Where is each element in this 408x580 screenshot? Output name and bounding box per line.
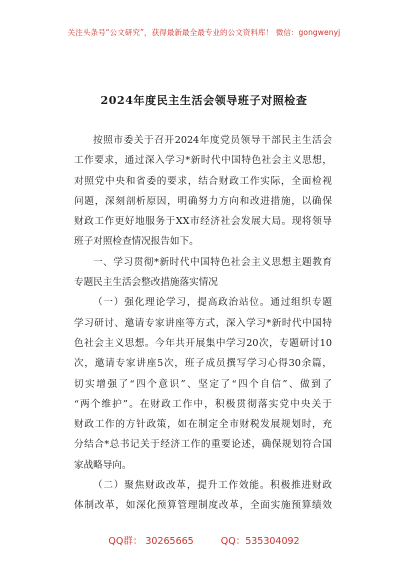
body-line: 体制改革，如深化预算管理制度改革，全面实施预算绩效 <box>74 500 332 512</box>
body-line: （一）强化理论学习，提高政治站位。通过组织专题 <box>93 297 332 309</box>
body-line: 学习研讨、邀请专家讲座等方式，深入学习*新时代中国特 <box>74 317 332 329</box>
body-line: 切实增强了“四个意识”、坚定了“四个自信”、做到了 <box>74 378 332 390</box>
body-line: 次，邀请专家讲座5次，班子成员撰写学习心得30余篇， <box>74 358 332 370</box>
document-title: 2024年度民主生活会领导班子对照检查 <box>100 94 308 107</box>
body-line: 分结合*总书记关于经济工作的重要论述，确保规划符合国 <box>74 439 332 451</box>
body-line: 家战略导向。 <box>74 459 132 471</box>
qq-group-label: QQ群： 30265665 <box>108 536 194 547</box>
body-line: 问题，深刻剖析原因，明确努力方向和改进措施，以确保 <box>74 195 332 207</box>
body-line: 按照市委关于召开2024年度党员领导干部民主生活会 <box>93 135 332 146</box>
body-line: 工作要求，通过深入学习*新时代中国特色社会主义思想， <box>74 155 332 167</box>
contact-footer <box>0 533 408 547</box>
body-line: 班子对照检查情况报告如下。 <box>74 236 199 248</box>
body-line: 财政工作更好地服务于XX市经济社会发展大局。现将领导 <box>74 216 332 228</box>
qq-contact-label: QQ：535304092 <box>220 536 300 547</box>
body-line: （二）聚焦财政改革，提升工作效能。积极推进财政 <box>93 480 332 492</box>
promo-banner: 关注头条号“公文研究”，获得最新最全最专业的公文资料库！ 微信：gongwenyj <box>67 28 341 37</box>
body-line: “两个维护”。在财政工作中，积极贯彻落实党中央关于 <box>74 398 332 410</box>
document-body <box>74 131 332 517</box>
section-heading-line: 专题民主生活会整改措施落实情况 <box>74 277 218 289</box>
section-heading-line: 一、学习贯彻*新时代中国特色社会主义思想主题教育 <box>93 256 332 268</box>
body-line: 对照党中央和省委的要求，结合财政工作实际，全面检视 <box>74 175 332 187</box>
body-line: 色社会主义思想。今年共开展集中学习20次，专题研讨10 <box>74 337 332 349</box>
body-line: 财政工作的方针政策，如在制定全市财税发展规划时，充 <box>74 419 332 431</box>
